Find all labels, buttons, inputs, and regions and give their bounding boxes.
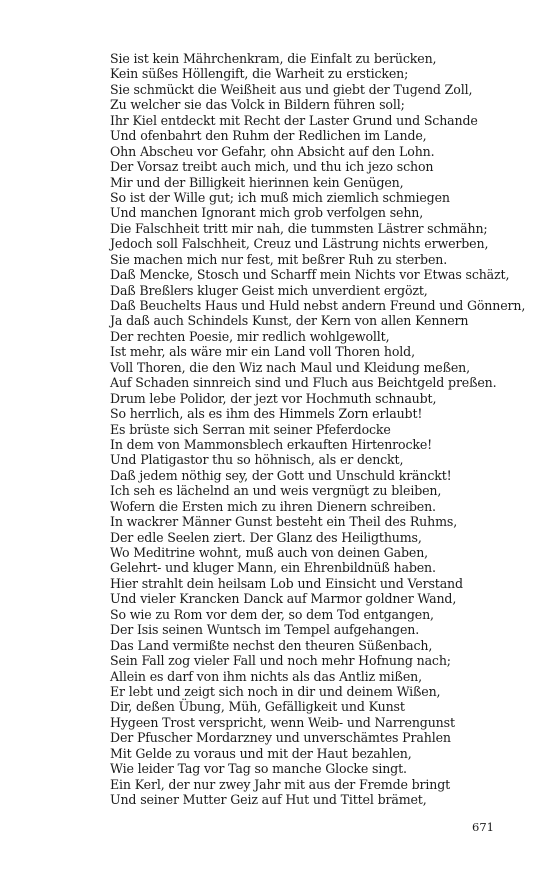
poem-line: Allein es darf von ihm nichts als das Antliz mißen,	[110, 668, 422, 684]
poem-line: Er lebt und zeigt sich noch in dir und deinem Wißen,	[110, 683, 441, 699]
poem-line: Und seiner Mutter Geiz auf Hut und Tittel brämet,	[110, 792, 427, 807]
poem-line: Der Vorsaz treibt auch mich, und thu ich jezo schon	[110, 159, 434, 175]
poem-line: Daß Breßlers kluger Geist mich unverdient ergözt,	[110, 282, 428, 298]
poem-line: So ist der Wille gut; ich muß mich ziemlich schmiegen	[110, 189, 450, 205]
poem-line: Daß Mencke, Stosch und Scharff mein Nichts vor Etwas schäzt,	[110, 267, 510, 283]
poem-line: Dir, deßen Übung, Müh, Gefälligkeit und Kunst	[110, 699, 405, 715]
poem-line: Ihr Kiel entdeckt mit Recht der Laster Grund und Schande	[110, 112, 478, 128]
poem-line: Sie schmückt die Weißheit aus und giebt der Tugend Zoll,	[110, 81, 473, 97]
poem-line: So wie zu Rom vor dem der, so dem Tod entgangen,	[110, 606, 434, 622]
poem-line: Die Falschheit tritt mir nah, die tummsten Lästrer schmähn;	[110, 220, 488, 236]
poem-line: Mir und der Billigkeit hierinnen kein Genügen,	[110, 174, 404, 190]
poem-line: Sie ist kein Mährchenkram, die Einfalt zu berücken,	[110, 51, 437, 66]
poem-line: Das Land vermißte nechst den theuren Süßenbach,	[110, 637, 433, 653]
page-number: 671	[472, 820, 494, 834]
poem-line: Auf Schaden sinnreich sind und Fluch aus Beichtgeld preßen.	[110, 375, 497, 391]
poem-line: Der rechten Poesie, mir redlich wohlgewollt,	[110, 328, 390, 344]
poem-line: Daß jedem nöthig sey, der Gott und Unschuld kränckt!	[110, 467, 452, 483]
poem-line: Sein Fall zog vieler Fall und noch mehr Hofnung nach;	[110, 653, 451, 669]
poem-line: Und ofenbahrt den Ruhm der Redlichen im Lande,	[110, 128, 427, 144]
poem-line: In wackrer Männer Gunst besteht ein Theil des Ruhms,	[110, 514, 458, 530]
poem-line: Wo Meditrine wohnt, muß auch von deinen Gaben,	[110, 545, 429, 560]
poem-line: Es brüste sich Serran mit seiner Pfeferdocke	[110, 421, 391, 437]
poem-line: Drum lebe Polidor, der jezt vor Hochmuth schnaubt,	[110, 390, 437, 406]
poem-line: Ohn Abscheu vor Gefahr, ohn Absicht auf den Lohn.	[110, 143, 435, 159]
poem-line: Voll Thoren, die den Wiz nach Maul und Kleidung meßen,	[110, 359, 470, 375]
poem-line: Ich seh es lächelnd an und weis vergnügt zu bleiben,	[110, 483, 442, 499]
poem-line: Jedoch soll Falschheit, Creuz und Lästrung nichts erwerben,	[110, 236, 489, 252]
poem-text	[110, 51, 530, 807]
poem-line: Wofern die Ersten mich zu ihren Dienern schreiben.	[110, 498, 436, 514]
poem-line: Mit Gelde zu voraus und mit der Haut bezahlen,	[110, 745, 412, 761]
poem-line: Der Pfuscher Mordarzney und unverschämtes Prahlen	[110, 730, 451, 746]
poem-line: Und vieler Krancken Danck auf Marmor goldner Wand,	[110, 591, 457, 607]
poem-line: Zu welcher sie das Volck in Bildern führen soll;	[110, 97, 405, 113]
poem-line: Sie machen mich nur fest, mit beßrer Ruh zu sterben.	[110, 251, 448, 267]
poem-line: Und Platigastor thu so höhnisch, als er denckt,	[110, 452, 404, 468]
poem-line: Gelehrt- und kluger Mann, ein Ehrenbildnüß haben.	[110, 560, 436, 576]
poem-line: Und manchen Ignorant mich grob verfolgen sehn,	[110, 205, 424, 221]
poem-line: In dem von Mammonsblech erkauften Hirtenrocke!	[110, 436, 433, 452]
poem-line: Der edle Seelen ziert. Der Glanz des Heiligthums,	[110, 529, 422, 545]
poem-line: So herrlich, als es ihm des Himmels Zorn erlaubt!	[110, 406, 423, 422]
poem-line: Kein süßes Höllengift, die Warheit zu ersticken;	[110, 66, 409, 82]
poem-line: Ja daß auch Schindels Kunst, der Kern von allen Kennern	[110, 313, 469, 329]
poem-line: Daß Beuchelts Haus und Huld nebst andern Freund und Gönnern,	[110, 298, 526, 313]
poem-line: Ist mehr, als wäre mir ein Land voll Thoren hold,	[110, 344, 415, 360]
poem-line: Hygeen Trost verspricht, wenn Weib- und Narrengunst	[110, 714, 455, 730]
poem-line: Wie leider Tag vor Tag so manche Glocke singt.	[110, 761, 407, 777]
poem-line: Ein Kerl, der nur zwey Jahr mit aus der Fremde bringt	[110, 776, 451, 792]
poem-line: Der Isis seinen Wuntsch im Tempel aufgehangen.	[110, 622, 420, 638]
poem-line: Hier strahlt dein heilsam Lob und Einsicht und Verstand	[110, 575, 463, 591]
